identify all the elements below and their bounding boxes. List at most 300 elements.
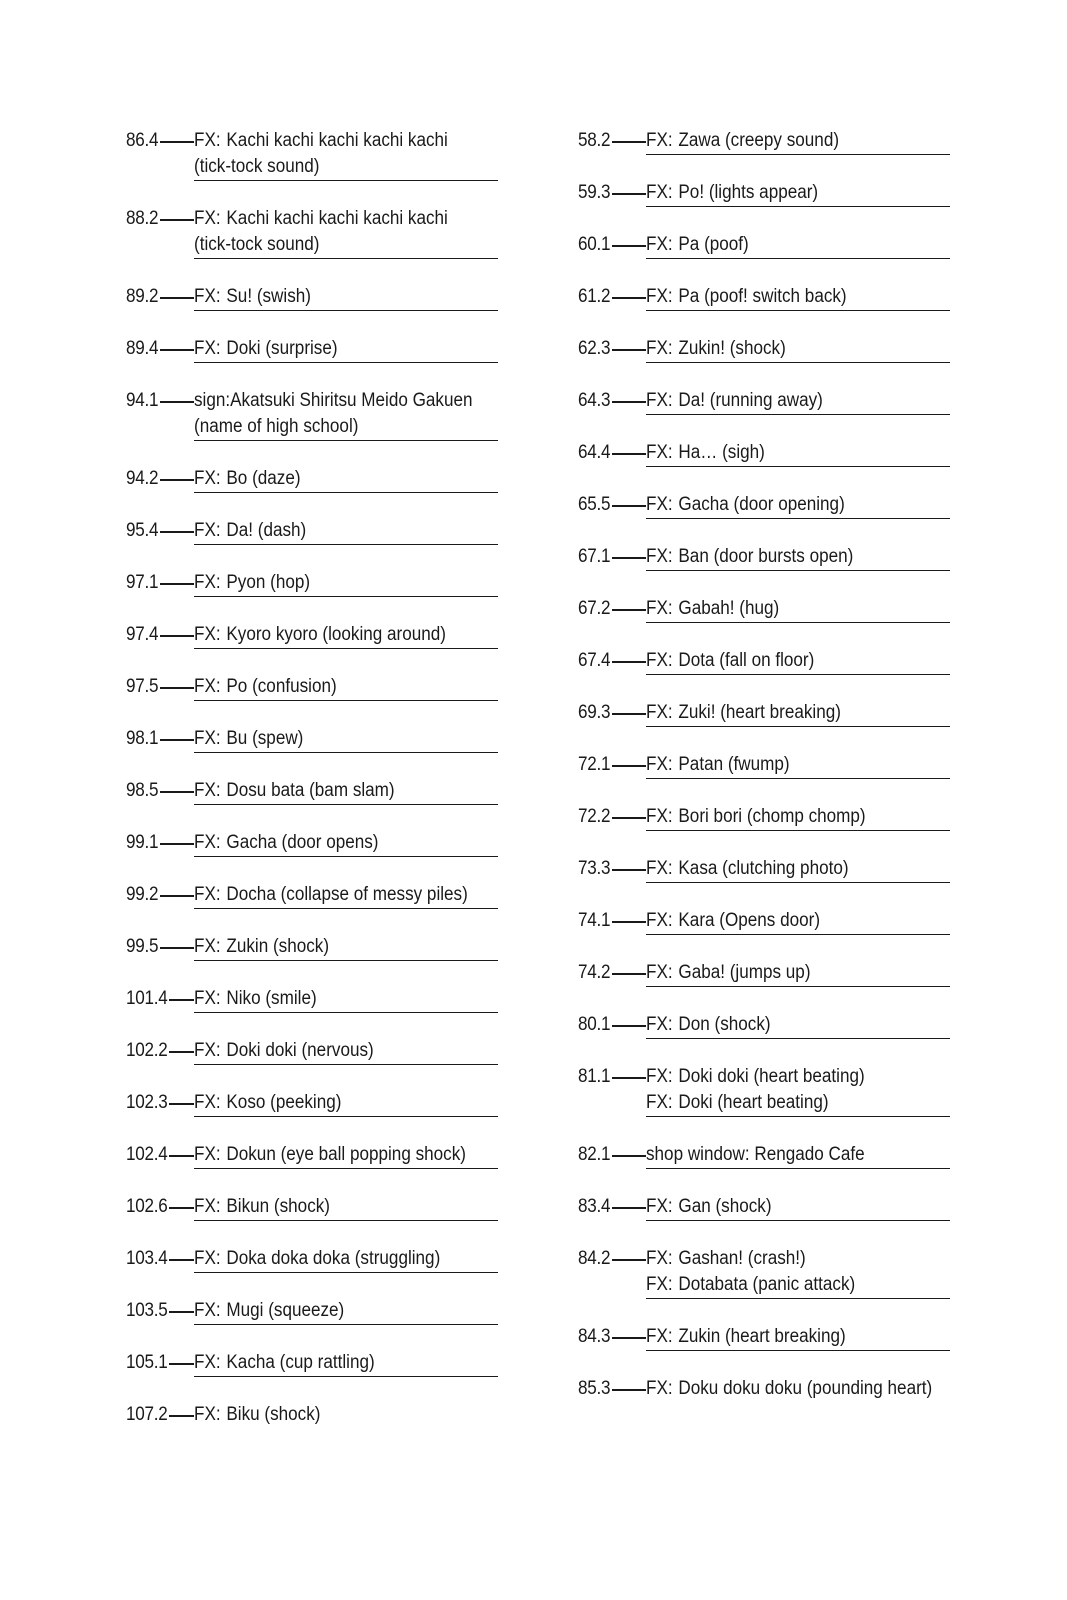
glossary-entry <box>126 1298 498 1325</box>
glossary-entry <box>578 1194 950 1221</box>
leader-dash <box>612 453 646 455</box>
entry-line <box>194 882 468 908</box>
page-number: 97.5 <box>126 676 159 697</box>
entry-tag: FX: <box>646 1196 673 1217</box>
leader-dash <box>169 999 194 1001</box>
entry-line <box>646 388 920 414</box>
page-number: 99.1 <box>126 832 159 853</box>
entry-text: Doki doki (nervous) <box>226 1040 374 1061</box>
glossary-entry <box>578 1142 950 1169</box>
entry-body <box>646 180 950 207</box>
entry-body <box>194 1194 498 1221</box>
entry-tag: FX: <box>194 1352 221 1373</box>
entry-body <box>194 206 498 259</box>
page-number: 102.3 <box>126 1092 168 1113</box>
entry-tag: FX: <box>646 494 673 515</box>
entry-line <box>194 284 468 310</box>
entry-tag: FX: <box>646 1248 673 1269</box>
leader-dash <box>160 479 194 481</box>
entry-body <box>646 284 950 311</box>
entry-line <box>194 1246 468 1272</box>
entry-body <box>646 492 950 519</box>
entry-body <box>646 1194 950 1221</box>
glossary-entry <box>126 1246 498 1273</box>
entry-line <box>646 856 920 882</box>
entry-tag: FX: <box>646 390 673 411</box>
glossary-entry <box>578 336 950 363</box>
page-number: 62.3 <box>578 338 611 359</box>
page-number: 89.4 <box>126 338 159 359</box>
leader-dash <box>612 869 646 871</box>
entry-line <box>646 804 920 830</box>
entry-text: Kasa (clutching photo) <box>678 858 849 879</box>
glossary-entry <box>578 544 950 571</box>
leader-dash <box>612 1077 646 1079</box>
entry-text: Ban (door bursts open) <box>678 546 854 567</box>
entry-line <box>646 440 920 466</box>
leader-dash <box>160 687 194 689</box>
entry-body <box>646 804 950 831</box>
entry-tag: FX: <box>646 910 673 931</box>
entry-line <box>646 1090 920 1116</box>
page-number: 58.2 <box>578 130 611 151</box>
entry-line <box>646 544 920 570</box>
entry-body <box>646 1376 950 1402</box>
entry-line <box>194 726 468 752</box>
glossary-entry <box>578 180 950 207</box>
leader-dash <box>612 921 646 923</box>
entry-line <box>194 232 468 258</box>
entry-tag: FX: <box>194 884 221 905</box>
entry-text: Zukin (heart breaking) <box>678 1326 846 1347</box>
entry-body <box>194 1090 498 1117</box>
page-number: 82.1 <box>578 1144 611 1165</box>
leader-dash <box>612 141 646 143</box>
entry-line <box>194 518 468 544</box>
page-number: 84.2 <box>578 1248 611 1269</box>
page-number: 74.1 <box>578 910 611 931</box>
right-column <box>578 128 950 1427</box>
entry-line <box>646 908 920 934</box>
glossary-entry <box>578 1246 950 1299</box>
entry-body <box>646 1142 950 1169</box>
leader-dash <box>612 245 646 247</box>
page-number: 72.2 <box>578 806 611 827</box>
entry-text: Dosu bata (bam slam) <box>226 780 395 801</box>
leader-dash <box>169 1155 194 1157</box>
entry-line <box>194 388 473 414</box>
page-number: 103.4 <box>126 1248 168 1269</box>
leader-dash <box>612 297 646 299</box>
entry-text: Mugi (squeeze) <box>226 1300 345 1321</box>
entry-text: Bo (daze) <box>226 468 301 489</box>
entry-text: Da! (running away) <box>678 390 823 411</box>
entry-line <box>194 674 468 700</box>
entry-line <box>646 1246 920 1272</box>
glossary-entry <box>126 622 498 649</box>
entry-text: Zuki! (heart breaking) <box>678 702 841 723</box>
entry-line <box>646 492 920 518</box>
entry-text: Kara (Opens door) <box>678 910 821 931</box>
entry-line <box>194 934 468 960</box>
entry-body <box>646 232 950 259</box>
left-column <box>126 128 498 1453</box>
entry-text: Dotabata (panic attack) <box>678 1274 856 1295</box>
entry-body <box>194 1038 498 1065</box>
entry-body <box>194 388 498 441</box>
entry-tag: FX: <box>194 1196 221 1217</box>
leader-dash <box>612 1025 646 1027</box>
entry-text: Su! (swish) <box>226 286 311 307</box>
leader-dash <box>160 141 194 143</box>
entry-text: Gashan! (crash!) <box>678 1248 806 1269</box>
entry-tag: FX: <box>194 988 221 1009</box>
page-number: 61.2 <box>578 286 611 307</box>
entry-tag: FX: <box>646 754 673 775</box>
glossary-entry <box>578 1376 950 1402</box>
entry-text: Pyon (hop) <box>226 572 311 593</box>
glossary-entry <box>578 648 950 675</box>
page-number: 84.3 <box>578 1326 611 1347</box>
entry-tag: FX: <box>646 1274 673 1295</box>
entry-tag: FX: <box>194 1248 221 1269</box>
glossary-entry <box>126 388 498 441</box>
leader-dash <box>160 297 194 299</box>
page-number: 64.3 <box>578 390 611 411</box>
entry-line <box>194 336 468 362</box>
page-number: 102.4 <box>126 1144 168 1165</box>
page-number: 105.1 <box>126 1352 168 1373</box>
entry-text: Kachi kachi kachi kachi kachi <box>226 130 448 151</box>
entry-text: Biku (shock) <box>226 1404 321 1425</box>
entry-tag: FX: <box>646 858 673 879</box>
page-number: 103.5 <box>126 1300 168 1321</box>
entry-body <box>646 856 950 883</box>
entry-body <box>194 726 498 753</box>
glossary-entry <box>578 856 950 883</box>
entry-tag: FX: <box>646 546 673 567</box>
entry-tag: FX: <box>194 624 221 645</box>
entry-body <box>194 570 498 597</box>
glossary-entry <box>126 1194 498 1221</box>
entry-tag: FX: <box>646 1378 673 1399</box>
entry-text: Gan (shock) <box>678 1196 772 1217</box>
glossary-entry <box>126 336 498 363</box>
entry-tag: FX: <box>194 780 221 801</box>
entry-text: Doku doku doku (pounding heart) <box>678 1378 933 1399</box>
page-number: 60.1 <box>578 234 611 255</box>
entry-tag: FX: <box>194 1404 221 1425</box>
leader-dash <box>169 1415 194 1417</box>
entry-line <box>194 778 468 804</box>
glossary-entry <box>578 752 950 779</box>
glossary-entry <box>578 804 950 831</box>
leader-dash <box>612 765 646 767</box>
entry-tag: FX: <box>646 962 673 983</box>
entry-text: Pa (poof) <box>678 234 749 255</box>
entry-text: Koso (peeking) <box>226 1092 342 1113</box>
entry-tag: FX: <box>194 676 221 697</box>
entry-text: Kacha (cup rattling) <box>226 1352 375 1373</box>
page-number: 67.2 <box>578 598 611 619</box>
entry-body <box>194 284 498 311</box>
entry-text: Docha (collapse of messy piles) <box>226 884 468 905</box>
leader-dash <box>169 1259 194 1261</box>
leader-dash <box>612 401 646 403</box>
entry-text: Doki doki (heart beating) <box>678 1066 865 1087</box>
page-number: 74.2 <box>578 962 611 983</box>
leader-dash <box>169 1207 194 1209</box>
entry-text: Gaba! (jumps up) <box>678 962 811 983</box>
leader-dash <box>160 401 194 403</box>
entry-text: Doki (heart beating) <box>678 1092 829 1113</box>
entry-text: Rengado Cafe <box>754 1144 865 1165</box>
entry-body <box>194 336 498 363</box>
glossary-entry <box>126 1090 498 1117</box>
entry-tag: FX: <box>646 650 673 671</box>
entry-body <box>194 986 498 1013</box>
glossary-entry <box>126 1350 498 1377</box>
entry-body <box>646 128 950 155</box>
entry-text: Patan (fwump) <box>678 754 790 775</box>
leader-dash <box>160 791 194 793</box>
page-number: 107.2 <box>126 1404 168 1425</box>
entry-tag: FX: <box>646 1014 673 1035</box>
leader-dash <box>612 349 646 351</box>
glossary-entry <box>578 908 950 935</box>
glossary-entry <box>126 518 498 545</box>
entry-tag: FX: <box>194 1300 221 1321</box>
entry-text: Gabah! (hug) <box>678 598 780 619</box>
entry-text: Akatsuki Shiritsu Meido Gakuen <box>230 390 473 411</box>
entry-body <box>646 752 950 779</box>
entry-line <box>646 648 920 674</box>
entry-tag: FX: <box>646 806 673 827</box>
entry-line <box>646 1376 933 1402</box>
entry-body <box>194 518 498 545</box>
page-number: 97.1 <box>126 572 159 593</box>
leader-dash <box>160 583 194 585</box>
page-number: 98.1 <box>126 728 159 749</box>
entry-line <box>646 1272 920 1298</box>
glossary-entry <box>578 1064 950 1117</box>
page-number: 86.4 <box>126 130 159 151</box>
entry-line <box>646 1012 920 1038</box>
leader-dash <box>612 817 646 819</box>
leader-dash <box>612 1389 646 1391</box>
leader-dash <box>160 843 194 845</box>
page-number: 102.2 <box>126 1040 168 1061</box>
entry-body <box>194 778 498 805</box>
entry-tag: FX: <box>194 1092 221 1113</box>
entry-tag: FX: <box>194 1040 221 1061</box>
page-number: 73.3 <box>578 858 611 879</box>
entry-tag: FX: <box>646 702 673 723</box>
entry-tag: FX: <box>194 520 221 541</box>
glossary-entry <box>578 492 950 519</box>
page-number: 72.1 <box>578 754 611 775</box>
entry-line <box>194 986 468 1012</box>
page-number: 102.6 <box>126 1196 168 1217</box>
glossary-entry <box>126 284 498 311</box>
entry-tag: shop window: <box>646 1144 750 1165</box>
entry-body <box>194 1298 498 1325</box>
leader-dash <box>160 739 194 741</box>
entry-line <box>194 206 468 232</box>
entry-text: Da! (dash) <box>226 520 307 541</box>
leader-dash <box>612 973 646 975</box>
page-number: 83.4 <box>578 1196 611 1217</box>
entry-line <box>194 1194 468 1220</box>
entry-text: Pa (poof! switch back) <box>678 286 847 307</box>
entry-text: Zawa (creepy sound) <box>678 130 840 151</box>
entry-body <box>646 1064 950 1117</box>
glossary-entry <box>126 934 498 961</box>
entry-text: Po (confusion) <box>226 676 337 697</box>
entry-tag: FX: <box>646 338 673 359</box>
page-number: 98.5 <box>126 780 159 801</box>
page-number: 88.2 <box>126 208 159 229</box>
glossary-entry <box>126 882 498 909</box>
leader-dash <box>160 219 194 221</box>
entry-body <box>646 544 950 571</box>
glossary-entry <box>126 1402 498 1428</box>
entry-tag: FX: <box>194 468 221 489</box>
entry-body <box>646 960 950 987</box>
glossary-entry <box>126 778 498 805</box>
glossary-entry <box>578 388 950 415</box>
glossary-entry <box>578 700 950 727</box>
leader-dash <box>612 557 646 559</box>
page-number: 67.4 <box>578 650 611 671</box>
leader-dash <box>612 193 646 195</box>
leader-dash <box>160 531 194 533</box>
page-number: 97.4 <box>126 624 159 645</box>
entry-text: (name of high school) <box>194 416 359 437</box>
entry-line <box>646 180 920 206</box>
entry-line <box>194 1298 468 1324</box>
entry-tag: FX: <box>194 728 221 749</box>
entry-line <box>194 128 468 154</box>
entry-tag: FX: <box>646 1066 673 1087</box>
entry-body <box>194 882 498 909</box>
entry-line <box>646 1324 920 1350</box>
glossary-entry <box>126 1142 498 1169</box>
entry-text: Doki (surprise) <box>226 338 338 359</box>
leader-dash <box>612 1337 646 1339</box>
entry-line <box>646 960 920 986</box>
entry-tag: FX: <box>194 130 221 151</box>
entry-body <box>646 388 950 415</box>
entry-line <box>646 336 920 362</box>
entry-line <box>194 154 468 180</box>
entry-text: Bori bori (chomp chomp) <box>678 806 866 827</box>
entry-body <box>194 830 498 857</box>
glossary-entry <box>126 830 498 857</box>
entry-line <box>194 622 468 648</box>
entry-text: Dokun (eye ball popping shock) <box>226 1144 466 1165</box>
entry-text: Ha… (sigh) <box>678 442 765 463</box>
glossary-entry <box>126 726 498 753</box>
entry-text: Gacha (door opening) <box>678 494 845 515</box>
entry-tag: sign: <box>194 390 231 411</box>
leader-dash <box>612 609 646 611</box>
page-number: 85.3 <box>578 1378 611 1399</box>
entry-body <box>646 596 950 623</box>
entry-body <box>194 1402 498 1428</box>
page-number: 80.1 <box>578 1014 611 1035</box>
leader-dash <box>612 1259 646 1261</box>
entry-line <box>646 1194 920 1220</box>
leader-dash <box>160 947 194 949</box>
entry-text: Zukin (shock) <box>226 936 330 957</box>
page-number: 101.4 <box>126 988 168 1009</box>
glossary-entry <box>126 570 498 597</box>
entry-tag: FX: <box>646 1092 673 1113</box>
glossary-entry <box>578 284 950 311</box>
entry-body <box>646 700 950 727</box>
leader-dash <box>160 635 194 637</box>
entry-tag: FX: <box>194 572 221 593</box>
entry-text: Kachi kachi kachi kachi kachi <box>226 208 448 229</box>
entry-line <box>194 414 468 440</box>
entry-body <box>194 1246 498 1273</box>
entry-text: Kyoro kyoro (looking around) <box>226 624 446 645</box>
page-number: 67.1 <box>578 546 611 567</box>
entry-line <box>194 1350 468 1376</box>
leader-dash <box>169 1103 194 1105</box>
entry-tag: FX: <box>194 832 221 853</box>
glossary-entry <box>578 232 950 259</box>
page-number: 81.1 <box>578 1066 611 1087</box>
page-number: 59.3 <box>578 182 611 203</box>
entry-line <box>646 128 920 154</box>
entry-tag: FX: <box>646 598 673 619</box>
leader-dash <box>612 1155 646 1157</box>
page-number: 69.3 <box>578 702 611 723</box>
entry-text: Doka doka doka (struggling) <box>226 1248 441 1269</box>
glossary-entry <box>126 1038 498 1065</box>
page-number: 99.5 <box>126 936 159 957</box>
entry-tag: FX: <box>646 182 673 203</box>
entry-body <box>194 466 498 493</box>
entry-line <box>646 232 920 258</box>
entry-text: Don (shock) <box>678 1014 771 1035</box>
entry-line <box>646 284 920 310</box>
entry-tag: FX: <box>194 1144 221 1165</box>
entry-tag: FX: <box>646 442 673 463</box>
entry-tag: FX: <box>194 936 221 957</box>
entry-tag: FX: <box>194 286 221 307</box>
leader-dash <box>169 1363 194 1365</box>
entry-line <box>194 1038 468 1064</box>
leader-dash <box>612 661 646 663</box>
entry-body <box>646 1324 950 1351</box>
entry-text: Niko (smile) <box>226 988 317 1009</box>
glossary-entry <box>126 986 498 1013</box>
entry-line <box>646 1142 920 1168</box>
entry-body <box>194 934 498 961</box>
entry-tag: FX: <box>646 234 673 255</box>
entry-line <box>646 700 920 726</box>
entry-body <box>194 674 498 701</box>
entry-tag: FX: <box>194 338 221 359</box>
entry-text: Bikun (shock) <box>226 1196 330 1217</box>
entry-body <box>194 1142 498 1169</box>
entry-text: Zukin! (shock) <box>678 338 786 359</box>
entry-body <box>194 622 498 649</box>
entry-tag: FX: <box>646 286 673 307</box>
